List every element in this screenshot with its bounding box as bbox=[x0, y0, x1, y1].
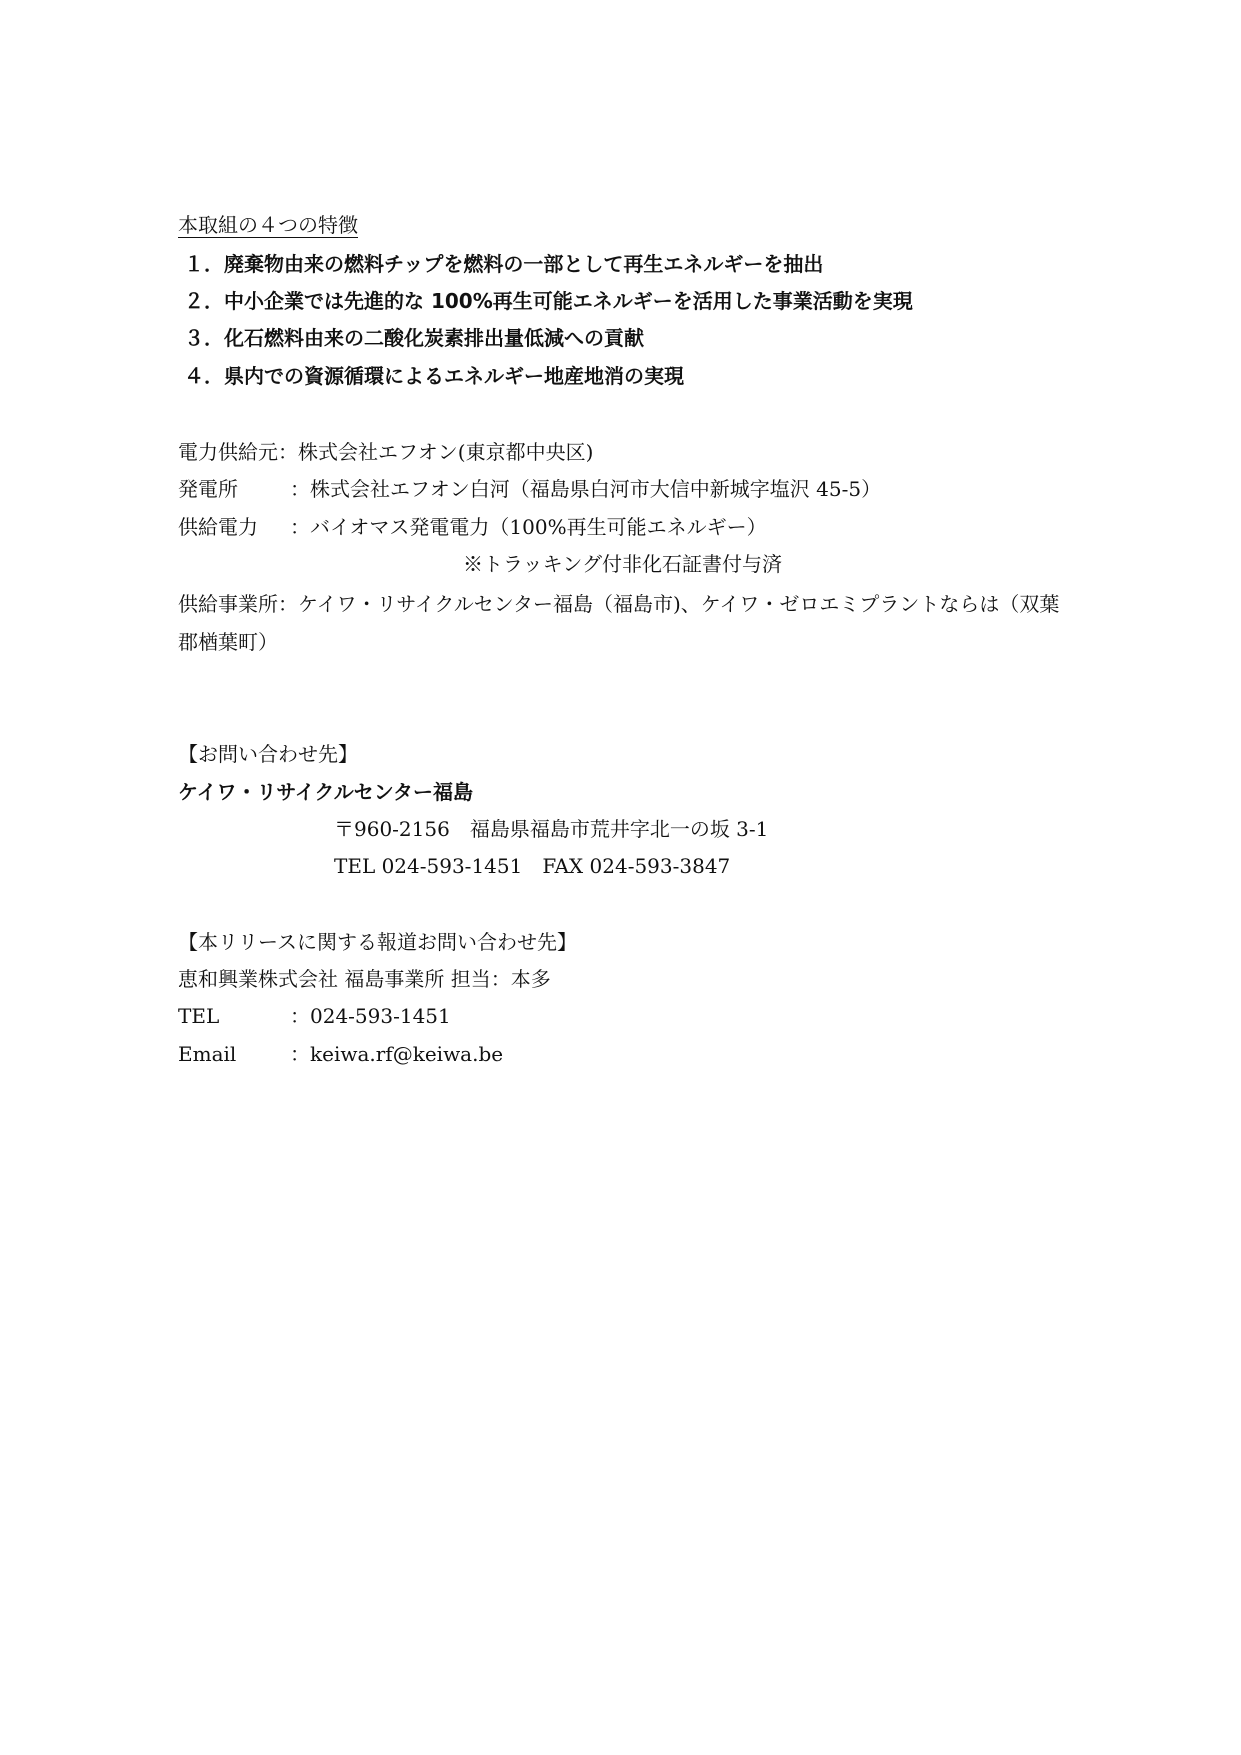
feature-item-3 bbox=[184, 324, 644, 352]
supply-plant-label: 発電所 bbox=[178, 477, 238, 501]
feature-number: １． bbox=[184, 252, 224, 276]
contact-phone: TEL 024-593-1451 FAX 024-593-3847 bbox=[334, 854, 731, 878]
feature-item-2 bbox=[184, 287, 913, 315]
supply-power-label: 供給電力 bbox=[178, 515, 258, 539]
supply-plant-value: ：株式会社エフオン白河（福島県白河市大信中新城字塩沢 45-5） bbox=[290, 477, 882, 501]
supply-provider-value: 株式会社エフオン(東京都中央区) bbox=[298, 440, 594, 464]
supply-power-row bbox=[178, 513, 767, 541]
feature-text: 中小企業では先進的な 100%再生可能エネルギーを活用した事業活動を実現 bbox=[224, 289, 913, 313]
supply-plant-row bbox=[178, 475, 881, 503]
feature-text: 廃棄物由来の燃料チップを燃料の一部として再生エネルギーを抽出 bbox=[224, 252, 824, 276]
supply-provider-label: 電力供給元： bbox=[178, 440, 298, 464]
press-tel-label: TEL bbox=[178, 1004, 220, 1028]
press-email-row bbox=[178, 1040, 503, 1068]
press-heading: 【本リリースに関する報道お問い合わせ先】 bbox=[178, 930, 577, 954]
supply-power-note: ※トラッキング付非化石証書付与済 bbox=[463, 552, 782, 576]
feature-number: ３． bbox=[184, 326, 224, 350]
feature-text: 県内での資源循環によるエネルギー地産地消の実現 bbox=[224, 364, 684, 388]
press-email-label: Email bbox=[178, 1042, 237, 1066]
feature-number: ４． bbox=[184, 364, 224, 388]
press-tel-row bbox=[178, 1002, 451, 1030]
feature-text: 化石燃料由来の二酸化炭素排出量低減への貢献 bbox=[224, 326, 644, 350]
press-org: 恵和興業株式会社 福島事業所 担当：本多 bbox=[178, 967, 551, 991]
contact-address: 〒960-2156 福島県福島市荒井字北一の坂 3-1 bbox=[334, 817, 769, 841]
press-tel-value: ：024-593-1451 bbox=[290, 1004, 451, 1028]
supply-sites-text: 供給事業所：ケイワ・リサイクルセンター福島（福島市)、ケイワ・ゼロエミプラントならは（双葉郡楢葉町） bbox=[178, 592, 1060, 654]
feature-item-1 bbox=[184, 250, 823, 278]
features-title: 本取組の４つの特徴 bbox=[178, 213, 358, 237]
feature-number: ２． bbox=[184, 289, 224, 313]
supply-provider-row bbox=[178, 438, 593, 466]
press-email-value: ：keiwa.rf@keiwa.be bbox=[290, 1042, 504, 1066]
contact-heading: 【お問い合わせ先】 bbox=[178, 742, 358, 766]
supply-power-value: ：バイオマス発電電力（100%再生可能エネルギー） bbox=[290, 515, 767, 539]
feature-item-4 bbox=[184, 362, 684, 390]
contact-org: ケイワ・リサイクルセンター福島 bbox=[178, 780, 473, 804]
